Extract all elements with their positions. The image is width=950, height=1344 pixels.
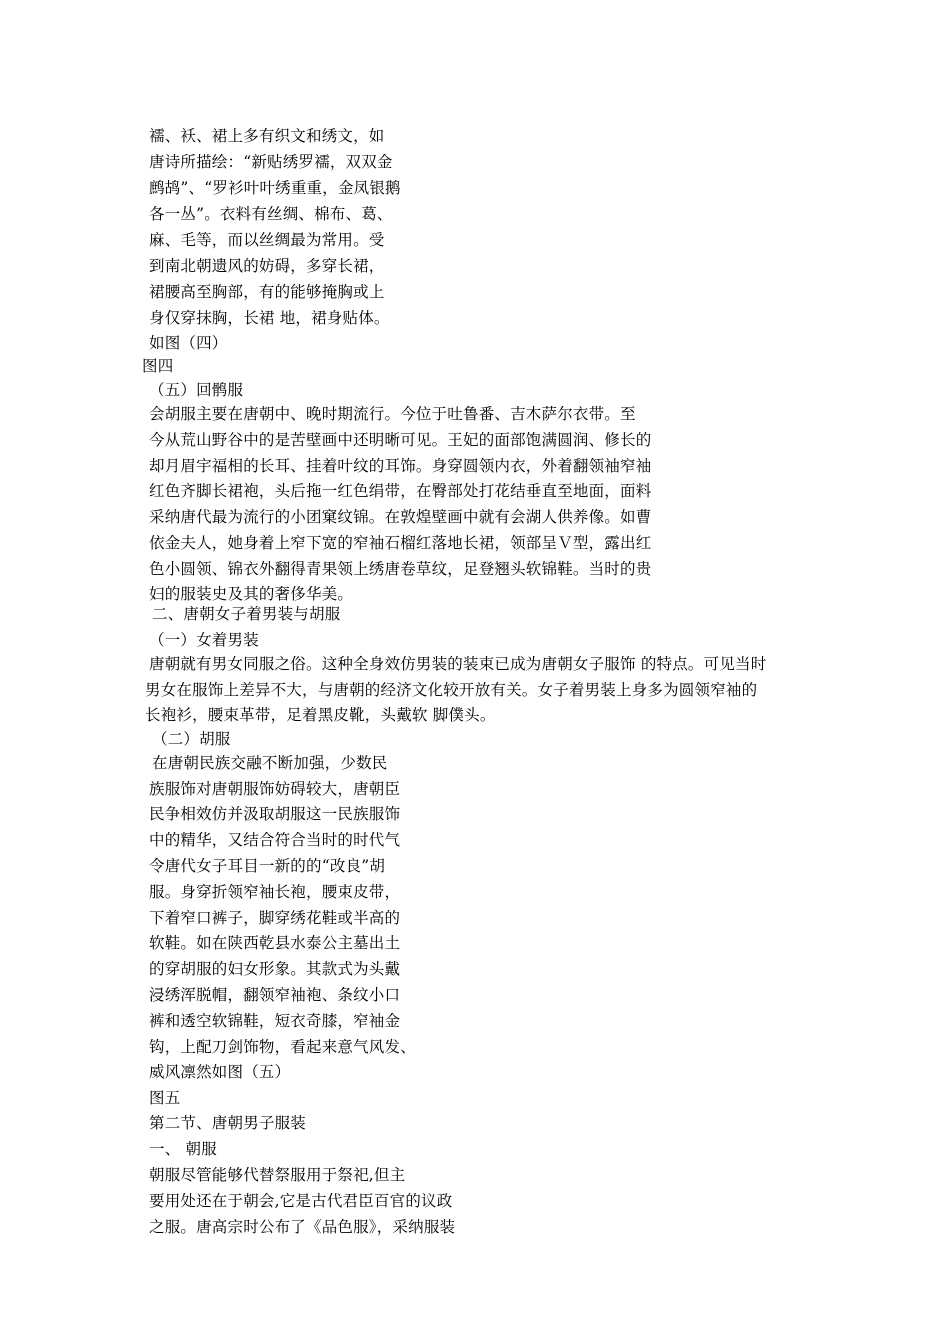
text-line: 在唐朝民族交融不断加强，少数民 [152,754,388,772]
text-line: 裙腰高至胸部，有的能够掩胸或上 [149,283,385,301]
text-line: 长袍衫，腰束革带，足着黑皮靴，头戴软 脚僕头。 [145,706,496,724]
section-heading: 一、 朝服 [149,1140,217,1158]
text-line: 软鞋。如在陕西乾县水泰公主墓出土 [149,934,401,952]
text-line: 却月眉宇福相的长耳、挂着叶纹的耳饰。身穿圆领内衣，外着翻领袖窄袖 [149,457,652,475]
subsection-heading: （一）女着男装 [149,631,259,649]
text-line: 裤和透空软锦鞋，短衣奇膝，窄袖金 [149,1012,401,1030]
text-line: 之服。唐高宗时公布了《品色服》，采纳服装 [149,1218,456,1236]
text-line: 依金夫人，她身着上窄下宽的窄袖石榴红落地长裙，领部呈Ｖ型，露出红 [149,534,652,552]
figure-caption: 图四 [142,357,174,375]
text-line: 民争相效仿并汲取胡服这一民族服饰 [149,805,401,823]
text-line: 男女在服饰上差异不大，与唐朝的经济文化较开放有关。女子着男装上身多为圆领窄袖的 [145,681,758,699]
text-line: 唐朝就有男女同服之俗。这种全身效仿男装的装束已成为唐朝女子服饰 的特点。可见当时 [149,655,767,673]
text-line: 钩，上配刀剑饰物，看起来意气风发、 [149,1038,416,1056]
text-line: 会胡服主要在唐朝中、晚时期流行。今位于吐鲁番、吉木萨尔衣带。至 [149,405,636,423]
section-heading: 二、唐朝女子着男装与胡服 [152,605,341,623]
text-line: 今从荒山野谷中的是苦壁画中还明晰可见。王妃的面部饱满圆润、修长的 [149,431,652,449]
chapter-heading: 第二节、唐朝男子服装 [149,1114,307,1132]
text-line: 麻、毛等，而以丝绸最为常用。受 [149,231,385,249]
text-line: 威风凛然如图（五） [149,1063,291,1081]
section-heading: （五）回鹘服 [149,381,244,399]
figure-caption: 图五 [149,1089,181,1107]
text-line: 浸绣浑脱帽，翻领窄袖袍、条纹小口 [149,986,401,1004]
text-line: 鹧鸪”、“罗衫叶叶绣重重，金凤银鹅 [149,179,401,197]
text-line: 唐诗所描绘：“新贴绣罗襦，双双金 [149,153,393,171]
text-line: 妇的服装史及其的奢侈华美。 [149,585,354,603]
text-line: 中的精华，又结合符合当时的时代气 [149,831,401,849]
text-line: 要用处还在于朝会,它是古代君臣百官的议政 [149,1192,453,1210]
text-line: 下着窄口裤子，脚穿绣花鞋或半高的 [149,909,401,927]
text-line: 到南北朝遗风的妨碍，多穿长裙， [149,257,385,275]
text-line: 令唐代女子耳目一新的的“改良”胡 [149,857,386,875]
text-line: 身仅穿抹胸，长裙 地，裙身贴体。 [149,309,390,327]
text-line: 朝服尽管能够代替祭服用于祭祀,但主 [149,1166,406,1184]
text-line: 服。身穿折领窄袖长袍，腰束皮带， [149,883,401,901]
text-line: 色小圆领、锦衣外翻得青果领上绣唐卷草纹，足登翘头软锦鞋。当时的贵 [149,560,652,578]
text-line: 的穿胡服的妇女形象。其款式为头戴 [149,960,401,978]
text-line: 各一丛”。衣料有丝绸、棉布、葛、 [149,205,393,223]
text-line: 如图（四） [149,334,228,352]
subsection-heading: （二）胡服 [152,730,231,748]
text-line: 族服饰对唐朝服饰妨碍较大，唐朝臣 [149,780,401,798]
text-line: 襦、袄、裙上多有织文和绣文，如 [149,127,385,145]
text-line: 红色齐脚长裙袍，头后拖一红色绢带，在臀部处打花结垂直至地面，面料 [149,482,652,500]
text-line: 采纳唐代最为流行的小团窠纹锦。在敦煌壁画中就有会湖人供养像。如曹 [149,508,652,526]
